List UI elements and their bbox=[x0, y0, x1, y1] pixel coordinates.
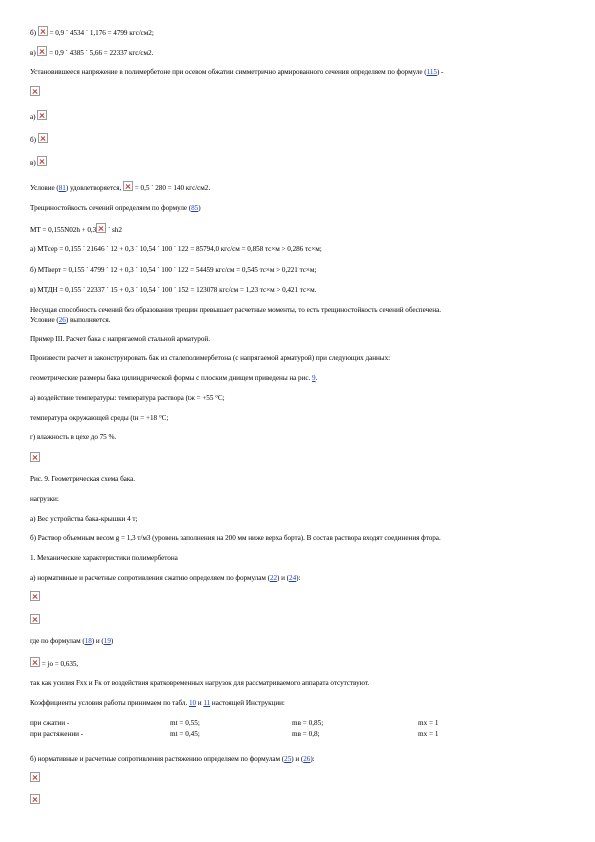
text-line-2: в) = 0,9 ´ 4385 ´ 5,66 = 22337 кгс/см2. bbox=[30, 46, 153, 58]
figure-caption: Рис. 9. Геометрическая схема бака. bbox=[30, 475, 136, 483]
broken-image-icon bbox=[30, 772, 40, 782]
example-heading: Пример III. Расчет бака с напрягаемой стальной арматурой. bbox=[30, 335, 210, 343]
text-line-phi: = jо = 0,635, bbox=[30, 657, 78, 669]
text-line-task: Произвести расчет и законструировать бак из сталеполимербетона (с напрягаемой арматурой) при следующих данных: bbox=[30, 354, 391, 362]
text-line-conclusion: Несущая способность сечений без образования трещин превышает расчетные моменты, то есть трещиностойкость сечений обеспечена. bbox=[30, 306, 441, 314]
formula-link[interactable]: 19 bbox=[103, 637, 111, 645]
broken-image-icon bbox=[30, 452, 40, 462]
text-line-load-b: б) Раствор объемным весом g = 1,3 т/м3 (уровень заполнения на 200 мм ниже верха борта). В состав раствора входят соединения фтора. bbox=[30, 534, 441, 542]
text-line-crack-resistance: Трещиностойкость сечений определяем по формуле (85) bbox=[30, 204, 201, 212]
formula-link[interactable]: 81 bbox=[58, 184, 66, 192]
section-heading: 1. Механические характеристики полимербетона bbox=[30, 554, 178, 562]
text-line-condition: Условие (81) удовлетворяется, = 0,5 ´ 280 = 140 кгс/см2. bbox=[30, 181, 210, 193]
formula-link[interactable]: 85 bbox=[191, 204, 199, 212]
text-line-mt-a: а) МТсер = 0,155 ´ 21646 ´ 12 + 0,3 ´ 10,54 ´ 100 ´ 122 = 85794,0 кгс/см = 0,858 тс×м > 0,286 тс×м; bbox=[30, 245, 322, 253]
text-line-humidity: г) влажность в цехе до 75 %. bbox=[30, 433, 117, 441]
text-line-condition-26: Условие (26) выполняется. bbox=[30, 316, 111, 324]
text-line-mt-b: б) МТверт = 0,155 ´ 4799 ´ 12 + 0,3 ´ 10,54 ´ 100 ´ 122 = 54459 кгс/см = 0,545 тс×м > 0,221 тс×м; bbox=[30, 266, 317, 274]
document-page: б) = 0,9 ´ 4534 ´ 1,176 = 4799 кгс/см2; в) = 0,9 ´ 4385 ´ 5,66 = 22337 кгс/см2. Установившееся напряжение в полимербетоне при осевом обжатии симметрично армированного сечения определяем по формуле (115) - а) б) в) Условие (81) удовлетворяется, = 0,5 ´ 280 = 140 кгс/см2. Трещиностойкость сечений определяем по формуле (85) МТ = 0,155N02h + 0,3 ´ sh2 а) МТсер = 0,155 ´ 21646 ´ 12 + 0,3 ´ 10,54 ´ 100 ´ 122 = 85794,0 кгс/см = 0,858 тс×м > 0,286 тс×м; б) МТверт = 0,155 ´ 4799 ´ 12 + 0,3 ´ 10,54 ´ 100 ´ 122 = 54459 кгс/см = 0,545 тс×м > 0,221 тс×м; в) МТДН = 0,155 ´ 22337 ´ 15 + 0,3 ´ 10,54 ´ 100 ´ 152 = 123078 кгс/см = 1,23 тс×м > 0,421 тс×м. Несущая способность сечений без образования трещин превышает расчетные моменты, то есть трещиностойкость сечений обеспечена. Условие (26) выполняется. Пример III. Расчет бака с напрягаемой стальной арматурой. Произвести расчет и законструировать бак из сталеполимербетона (с напрягаемой арматурой) при следующих данных: геометрические размеры бака цилиндрической формы с плоским днищем приведены на рис. 9. а) воздействие температуры: температура раствора (tж = +55 °С; температура окружающей среды (tн = +18 °С; г) влажность в цехе до 75 %. Рис. 9. Геометрическая схема бака. нагрузки: а) Вес устройства бака-крышки 4 т; б) Раствор объемным весом g = 1,3 т/м3 (уровень заполнения на 200 мм ниже верха борта). В состав раствора входят соединения фтора. 1. Механические характеристики полимербетона а) нормативные и расчетные сопротивления сжатию определяем по формулам (22) и (24): где по формулам (18) и (19) = jо = 0,635, так как усилия Fхх и Fк от воздействия кратковременных нагрузок для рассматриваемого аппарата отсутствуют. Коэффициенты условия работы принимаем по табл. 10 и 11 настоящей Инструкции: при сжатии - mt = 0,55; mв = 0,85; mх = 1 при растяжении - mt = 0,45; mв = 0,8; mх = 1 б) нормативные и расчетные сопротивления растяжению определяем по формулам (25) и (26): bbox=[0, 0, 595, 842]
text-line-compression: а) нормативные и расчетные сопротивления сжатию определяем по формулам (22) и (24): bbox=[30, 574, 301, 582]
formula-link[interactable]: 25 bbox=[284, 755, 292, 763]
formula-link[interactable]: 24 bbox=[289, 574, 297, 582]
broken-image-icon bbox=[96, 223, 106, 233]
text-line-ambient: температура окружающей среды (tн = +18 °С; bbox=[30, 414, 169, 422]
text-line-temperature: а) воздействие температуры: температура раствора (tж = +55 °С; bbox=[30, 394, 225, 402]
broken-image-icon bbox=[30, 591, 40, 601]
formula-link[interactable]: 18 bbox=[84, 637, 92, 645]
text-line-where: где по формулам (18) и (19) bbox=[30, 637, 114, 645]
text-line-coefficients: Коэффициенты условия работы принимаем по табл. 10 и 11 настоящей Инструкции: bbox=[30, 699, 285, 707]
text-line-load-a: а) Вес устройства бака-крышки 4 т; bbox=[30, 515, 138, 523]
text-line-1: б) = 0,9 ´ 4534 ´ 1,176 = 4799 кгс/см2; bbox=[30, 26, 154, 38]
broken-image-icon bbox=[38, 133, 48, 143]
broken-image-icon bbox=[37, 46, 47, 56]
text-line-since: так как усилия Fхх и Fк от воздействия кратковременных нагрузок для рассматриваемого аппарата отсутствуют. bbox=[30, 679, 370, 687]
formula-mt: МТ = 0,155N02h + 0,3 ´ sh2 bbox=[30, 223, 122, 235]
broken-image-icon bbox=[123, 181, 133, 191]
formula-link[interactable]: 22 bbox=[269, 574, 278, 582]
broken-image-icon bbox=[30, 657, 40, 667]
text-line-b: б) bbox=[30, 133, 48, 145]
broken-image-icon bbox=[37, 156, 47, 166]
table-link[interactable]: 11 bbox=[203, 699, 211, 707]
text-line-3: Установившееся напряжение в полимербетоне при осевом обжатии симметрично армированного сечения определяем по формуле (115) - bbox=[30, 68, 444, 76]
figure-link[interactable]: 9 bbox=[312, 374, 316, 382]
formula-link[interactable]: 115 bbox=[426, 68, 437, 76]
text-line-geometry: геометрические размеры бака цилиндрической формы с плоским днищем приведены на рис. 9. bbox=[30, 374, 318, 382]
formula-link[interactable]: 26 bbox=[303, 755, 311, 763]
table-link[interactable]: 10 bbox=[188, 699, 197, 707]
text-line-loads: нагрузки: bbox=[30, 495, 59, 503]
broken-image-icon bbox=[30, 614, 40, 624]
text-line-mt-c: в) МТДН = 0,155 ´ 22337 ´ 15 + 0,3 ´ 10,54 ´ 100 ´ 152 = 123078 кгс/см = 1,23 тс×м > 0,421 тс×м. bbox=[30, 286, 317, 294]
broken-image-icon bbox=[30, 86, 40, 96]
broken-image-icon bbox=[38, 26, 48, 36]
text-line-a: а) bbox=[30, 110, 47, 122]
broken-image-icon bbox=[30, 794, 40, 804]
formula-link[interactable]: 26 bbox=[58, 316, 66, 324]
broken-image-icon bbox=[37, 110, 47, 120]
text-line-tension: б) нормативные и расчетные сопротивления растяжению определяем по формулам (25) и (26): bbox=[30, 755, 315, 763]
text-line-c: в) bbox=[30, 156, 47, 168]
